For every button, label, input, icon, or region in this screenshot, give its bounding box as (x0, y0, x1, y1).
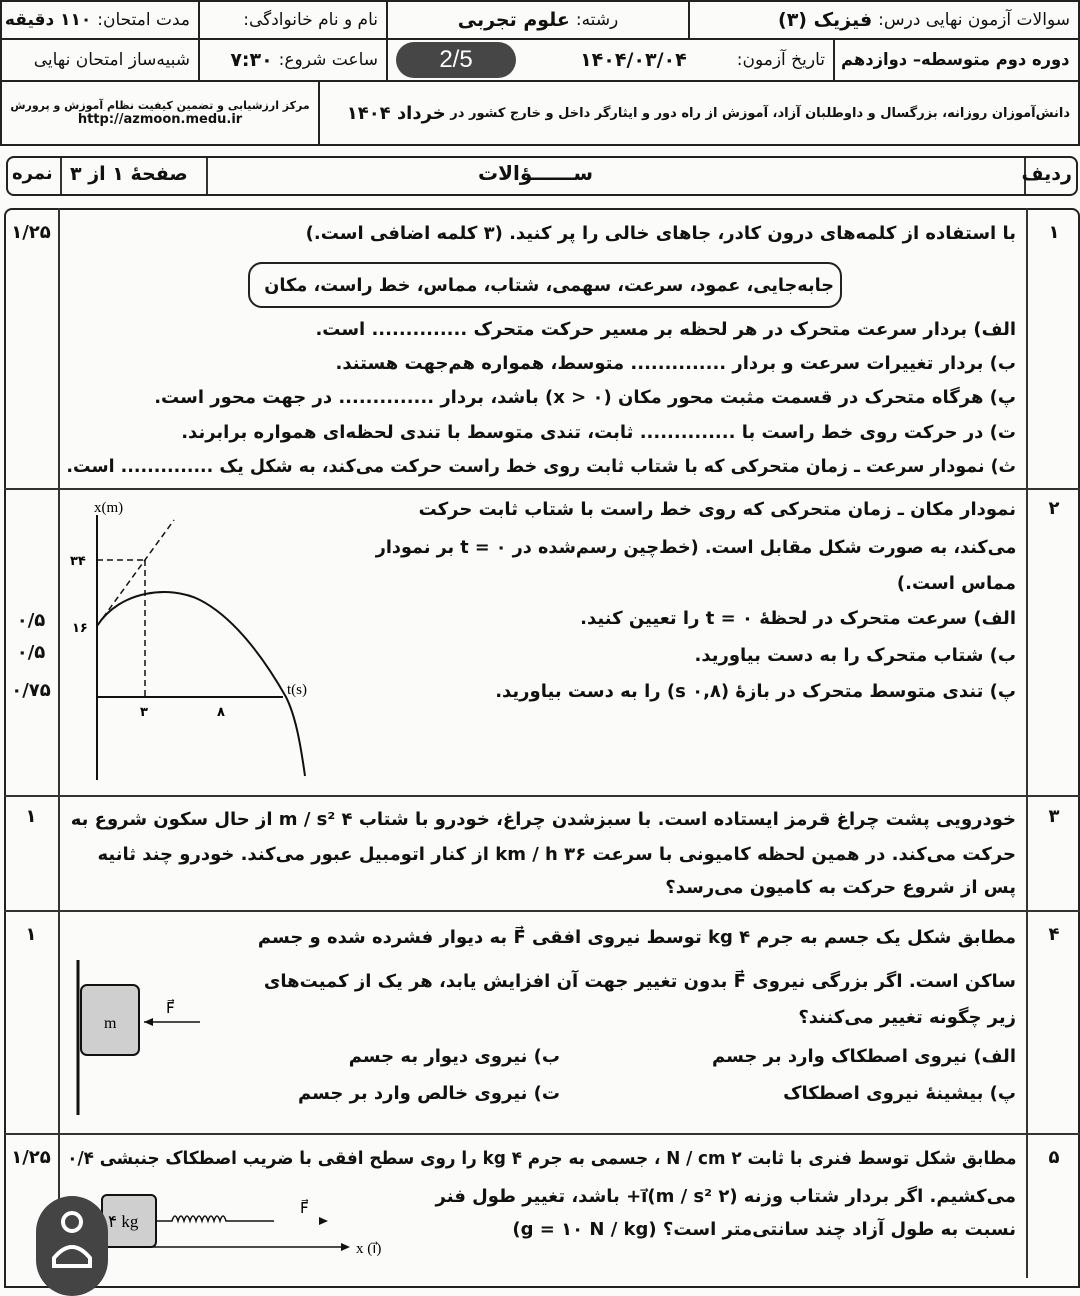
tangent-line (97, 520, 174, 626)
score-header: نمره (12, 163, 53, 184)
questions-table-header (6, 156, 1078, 196)
course-cell: سوالات آزمون نهایی درس: فیزیک (۳) (688, 0, 1080, 40)
y-axis-label: x(m) (94, 500, 124, 516)
center-cell: مرکز ارزشیابی و تضمین کیفیت نظام آموزش و پرورش http://azmoon.medu.ir (0, 80, 320, 146)
y-tick-34: ۳۴ (70, 554, 86, 569)
mass-label: m (104, 1015, 117, 1032)
azmoon-link[interactable]: http://azmoon.medu.ir (77, 112, 243, 127)
axis-label: x (i⃗) (356, 1241, 382, 1257)
x-tick-8: ۸ (217, 705, 225, 720)
date-cell: تاریخ آزمون: ۱۴۰۴/۰۳/۰۴ (386, 38, 835, 82)
page-number: صفحهٔ ۱ از ۳ (70, 163, 188, 185)
questions-header: ســــــؤالات (478, 161, 594, 185)
force-label: F⃗ (300, 1201, 309, 1217)
students-cell: دانش‌آموزان روزانه، بزرگسال و داوطلبان آزاد، آموزش از راه دور و ایثارگر داخل و خارج کشور در خرداد ۱۴۰۴ (318, 80, 1080, 146)
word-box: جابه‌جایی، عمود، سرعت، سهمی، شتاب، مماس، خط راست، مکان (248, 262, 842, 308)
start-time-cell: ساعت شروع: ۷:۳۰ (198, 38, 388, 82)
row-header: ردیف (1021, 163, 1072, 185)
wall-block-figure (60, 920, 220, 1120)
simulator-cell: شبیه‌ساز امتحان نهایی (0, 38, 200, 82)
x-tick-3: ۳ (140, 705, 148, 720)
position-time-graph (60, 490, 360, 790)
person-icon (36, 1196, 108, 1286)
spring-block-figure (60, 1185, 420, 1278)
mass-label: ۴ kg (108, 1212, 139, 1231)
duration-cell: مدت امتحان: ۱۱۰ دقیقه (0, 0, 200, 40)
name-cell: نام و نام خانوادگی: (198, 0, 388, 40)
avatar-button[interactable] (36, 1196, 108, 1296)
spring (156, 1216, 274, 1221)
y-tick-16: ۱۶ (72, 621, 88, 636)
force-label: F⃗ (166, 1001, 175, 1017)
x-axis-label: t(s) (287, 682, 307, 698)
grade-cell: دوره دوم متوسطه– دوازدهم (833, 38, 1080, 82)
parabola-curve (97, 592, 305, 776)
page-indicator: 2/5 (396, 42, 516, 78)
field-cell: رشته: علوم تجربی (386, 0, 690, 40)
